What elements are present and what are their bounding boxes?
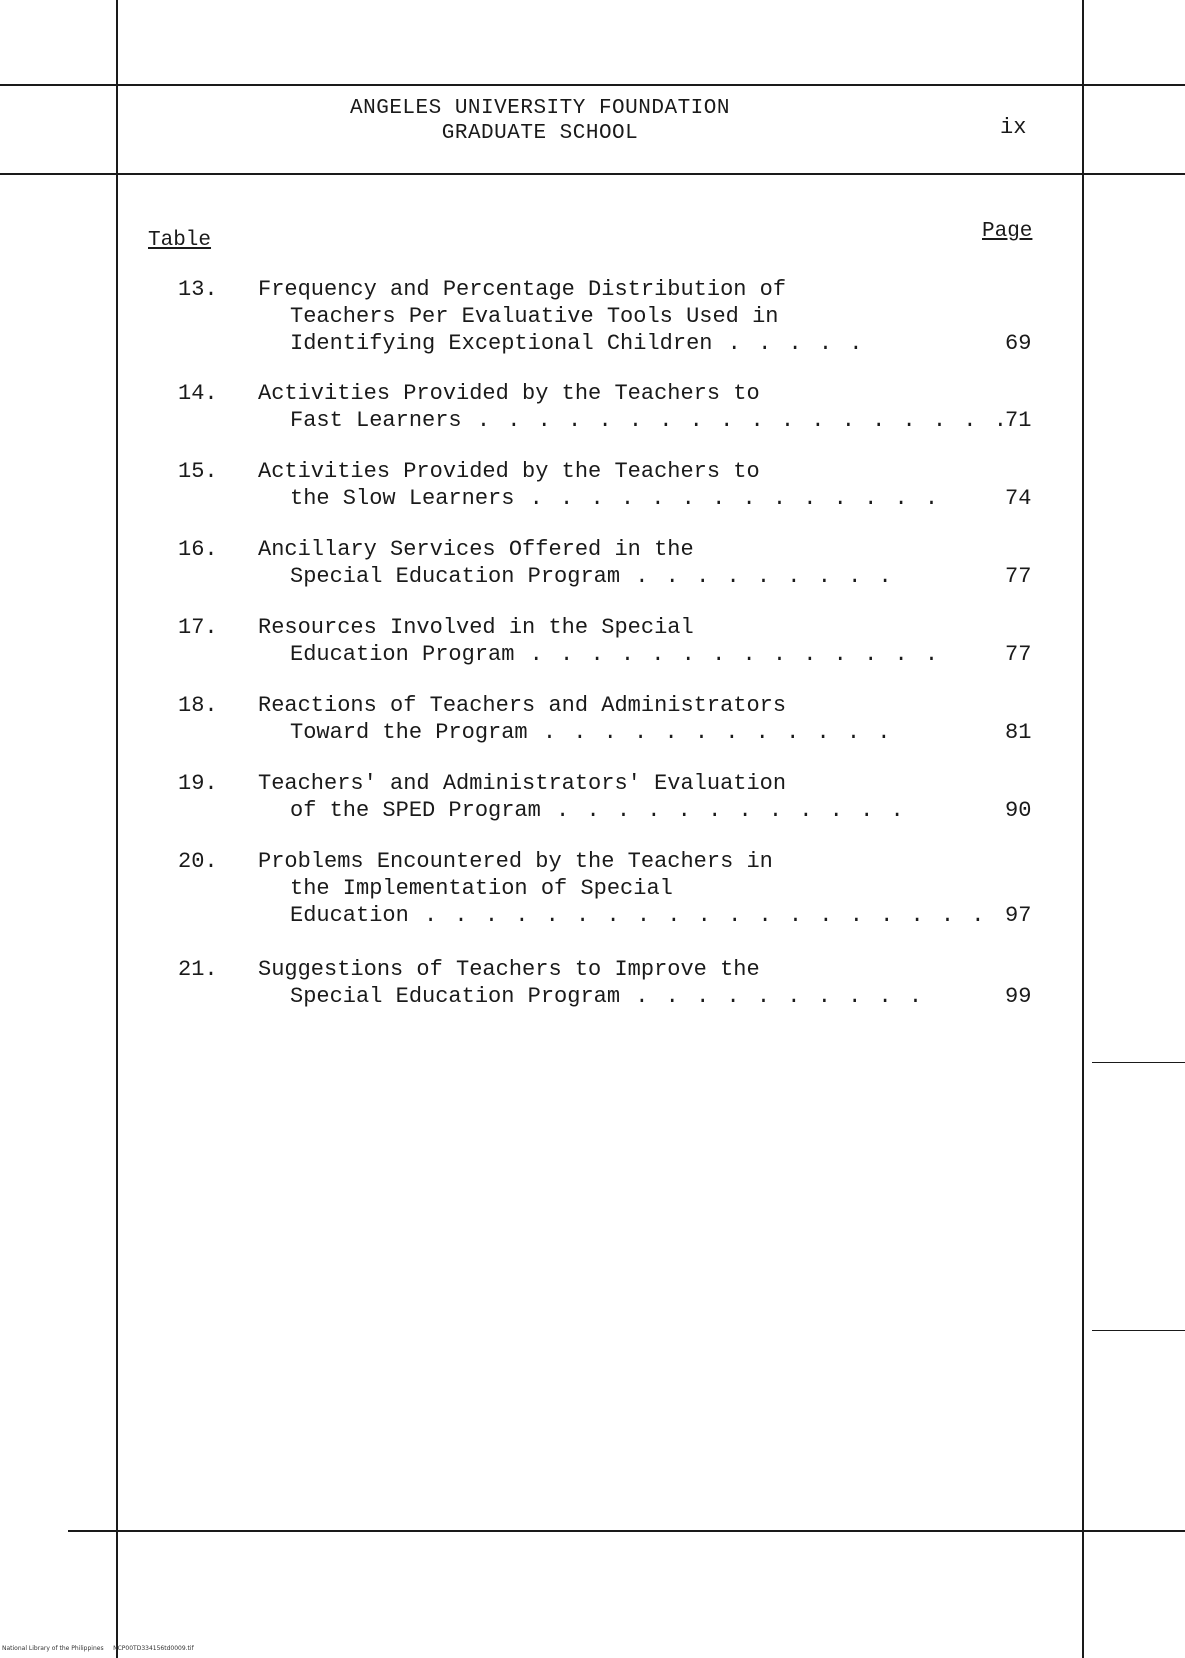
leader-dots: . . . . . . . . . . . . [527, 720, 893, 745]
leader-dots: . . . . . . . . . . . . . . [514, 642, 941, 667]
table-title-line: Frequency and Percentage Distribution of [258, 277, 787, 302]
page-reference: 97 [1005, 903, 1032, 928]
bottom-rule [68, 1530, 1185, 1532]
table-title-line: Ancillary Services Offered in the [258, 537, 694, 562]
table-title [258, 458, 941, 512]
table-title-line: Resources Involved in the Special [258, 615, 694, 640]
table-title-line: of the SPED Program [290, 798, 541, 823]
table-title-line: Toward the Program [290, 720, 528, 745]
table-title-line: Special Education Program [290, 984, 621, 1009]
table-title [258, 614, 941, 668]
table-title [258, 956, 925, 1010]
school-name: GRADUATE SCHOOL [441, 122, 639, 145]
table-title [258, 536, 918, 590]
leader-dots: . . . . . . . . . . . . . . . . . . [461, 408, 1009, 433]
table-title-line: Reactions of Teachers and Administrators [258, 693, 787, 718]
page-reference: 69 [1005, 331, 1032, 356]
table-title-line: Identifying Exceptional Children [290, 331, 713, 356]
table-number: 21. [178, 957, 218, 982]
right-margin-rule [1082, 0, 1084, 1658]
table-title-line: Teachers' and Administrators' Evaluation [258, 771, 787, 796]
table-title-line: Education Program [290, 642, 515, 667]
table-number: 19. [178, 771, 218, 796]
page-reference: 71 [1005, 408, 1032, 433]
table-title-line: the Slow Learners [290, 486, 515, 511]
page-reference: 99 [1005, 984, 1032, 1009]
page-number: ix [1000, 115, 1027, 140]
scan-footer: National Library of the Philippines NCP00TD334156td0009.tif [2, 1645, 194, 1652]
table-title-line: Teachers Per Evaluative Tools Used in [290, 304, 779, 329]
table-title-line: Education [290, 903, 409, 928]
page-reference: 77 [1005, 564, 1032, 589]
leader-dots: . . . . . . . . . . . . . . . . . . . [408, 903, 987, 928]
leader-dots: . . . . . [712, 331, 865, 356]
page-reference: 90 [1005, 798, 1032, 823]
right-tick-rule-2 [1092, 1330, 1185, 1331]
table-title-line: the Implementation of Special [290, 876, 673, 901]
table-title [258, 276, 918, 357]
table-title [258, 848, 987, 929]
table-title [258, 770, 918, 824]
table-title-line: Special Education Program [290, 564, 621, 589]
table-title-line: Fast Learners [290, 408, 462, 433]
table-number: 14. [178, 381, 218, 406]
leader-dots: . . . . . . . . . [620, 564, 894, 589]
table-title-line: Activities Provided by the Teachers to [258, 381, 760, 406]
table-number: 20. [178, 849, 218, 874]
institution-name: ANGELES UNIVERSITY FOUNDATION [350, 97, 730, 120]
page-column-heading: Page [982, 220, 1033, 243]
table-number: 15. [178, 459, 218, 484]
table-title-line: Problems Encountered by the Teachers in [258, 849, 773, 874]
page-reference: 77 [1005, 642, 1032, 667]
table-title [258, 380, 1009, 434]
table-column-heading: Table [148, 229, 212, 252]
left-margin-rule [116, 0, 118, 1658]
leader-dots: . . . . . . . . . . . . [540, 798, 906, 823]
header-bottom-rule [0, 173, 1185, 175]
top-rule [0, 84, 1185, 86]
leader-dots: . . . . . . . . . . [620, 984, 925, 1009]
leader-dots: . . . . . . . . . . . . . . [514, 486, 941, 511]
table-title-line: Suggestions of Teachers to Improve the [258, 957, 760, 982]
table-number: 13. [178, 277, 218, 302]
table-number: 18. [178, 693, 218, 718]
table-title-line: Activities Provided by the Teachers to [258, 459, 760, 484]
page-reference: 74 [1005, 486, 1032, 511]
table-number: 16. [178, 537, 218, 562]
table-title [258, 692, 918, 746]
right-tick-rule [1092, 1062, 1185, 1063]
page-reference: 81 [1005, 720, 1032, 745]
table-number: 17. [178, 615, 218, 640]
